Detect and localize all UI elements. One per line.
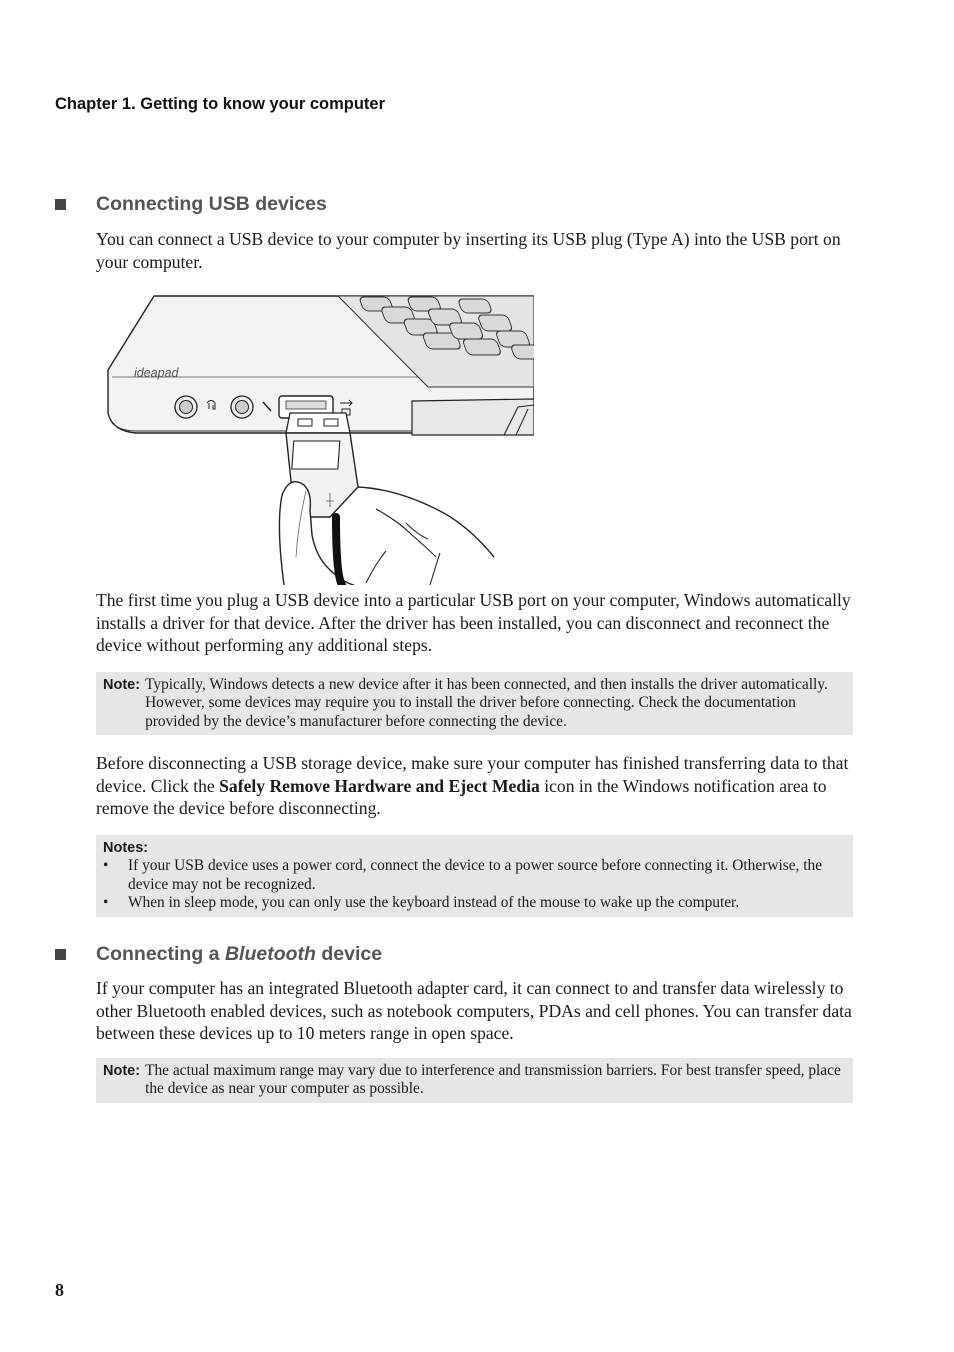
usb-section-heading xyxy=(55,193,327,216)
brand-logo-text: ideapad xyxy=(134,366,179,380)
first-time-paragraph: The first time you plug a USB device into a particular USB port on your computer, Windows automatically installs a driver for that device. After the driver has been installed, you can disconnect and reconnect the device without performing any additional steps. xyxy=(96,590,851,656)
list-item xyxy=(103,857,841,894)
before-text-start: Before disconnecting a USB storage device, make sure your computer has finished transferring data to that device. Click the xyxy=(96,753,849,796)
bluetooth-heading-post: device xyxy=(321,943,383,965)
page-number: 8 xyxy=(55,1280,64,1300)
bluetooth-heading-pre: Connecting a xyxy=(96,943,220,965)
chapter-header: Chapter 1. Getting to know your computer xyxy=(55,95,386,113)
usb-heading-text: Connecting USB devices xyxy=(96,193,327,215)
note-text: The actual maximum range may vary due to interference and transmission barriers. For best transfer speed, place the device as near your computer as possible. xyxy=(145,1062,841,1098)
list-item-text: If your USB device uses a power cord, connect the device to a power source before connecting it. Otherwise, the device may not be recognized. xyxy=(128,857,823,893)
notes-box-usb xyxy=(96,835,853,917)
note-label: Note: xyxy=(103,1063,141,1079)
safely-remove-term: Safely Remove Hardware and Eject Media xyxy=(219,775,540,796)
bluetooth-section-heading xyxy=(55,943,382,966)
bluetooth-heading-italic: Bluetooth xyxy=(224,943,316,965)
bullet-dot: • xyxy=(103,857,109,875)
before-disconnecting-paragraph xyxy=(96,752,866,820)
note-box-driver xyxy=(96,672,853,735)
usb-plug-illustration xyxy=(106,295,534,585)
list-item-text: When in sleep mode, you can only use the keyboard instead of the mouse to wake up the computer. xyxy=(128,894,740,912)
square-bullet-icon xyxy=(55,199,66,210)
bluetooth-paragraph: If your computer has an integrated Bluetooth adapter card, it can connect to and transfer data wirelessly to other Bluetooth enabled devices, such as notebook computers, PDAs and cell phones. You can transfer data between these devices up to 10 meters range in open space. xyxy=(96,978,852,1044)
notes-title: Notes: xyxy=(103,840,149,856)
note-text: Typically, Windows detects a new device after it has been connected, and then installs the driver automatically. However, some devices may require you to install the driver before connecting. Check the documentation provided by the device’s manufacturer before connecting the device. xyxy=(145,676,828,730)
usb-intro-paragraph: You can connect a USB device to your computer by inserting its USB plug (Type A) into the USB port on your computer. xyxy=(96,229,841,272)
bullet-dot: • xyxy=(103,894,109,912)
list-item xyxy=(103,894,841,912)
before-text-end: icon in the Windows notification area to remove the device before disconnecting. xyxy=(96,775,827,819)
note-label: Note: xyxy=(103,677,141,693)
square-bullet-icon xyxy=(55,949,66,960)
note-box-bluetooth xyxy=(96,1058,853,1103)
